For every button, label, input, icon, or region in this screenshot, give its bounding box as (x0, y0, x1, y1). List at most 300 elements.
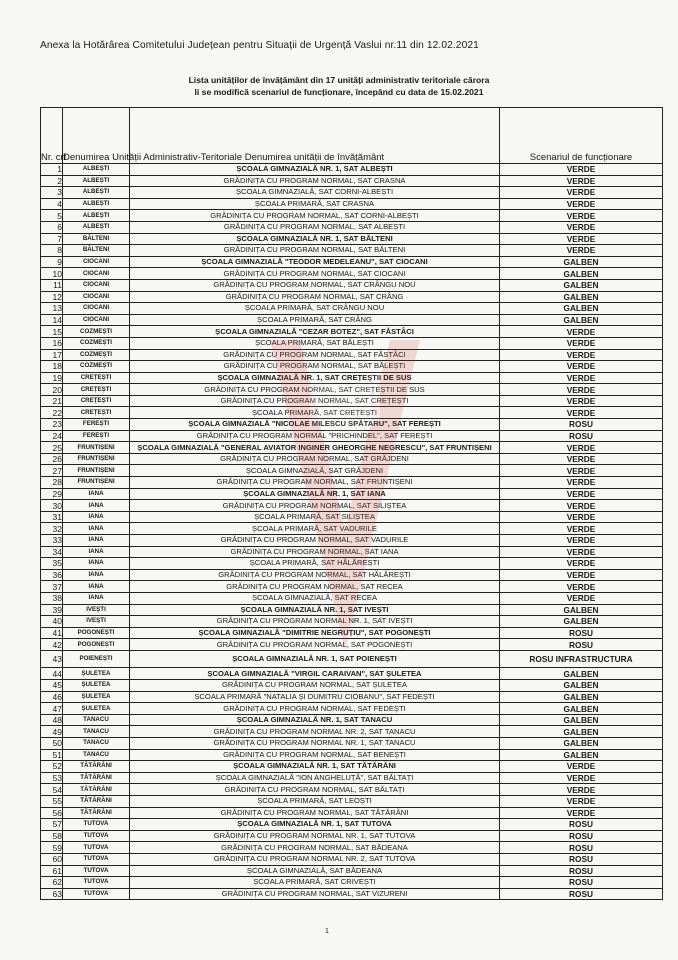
uat-cell: BĂLTENI (63, 233, 130, 245)
row-number-cell: 16 (41, 337, 63, 349)
unit-name-cell: GRĂDINIȚA CU PROGRAM NORMAL, SAT VADURILE (130, 535, 500, 547)
scenario-cell: ROSU INFRASTRUCTURA (500, 650, 663, 668)
scenario-cell: GALBEN (500, 714, 663, 726)
table-row (41, 703, 663, 715)
column-header-unit-name: Denumirea unității de învățământ (130, 108, 500, 164)
row-number-cell: 4 (41, 198, 63, 210)
row-number-cell: 12 (41, 291, 63, 303)
unit-name-cell: ȘCOALA PRIMARĂ, SAT LEOȘTI (130, 795, 500, 807)
row-number-cell: 26 (41, 453, 63, 465)
table-row (41, 807, 663, 819)
unit-name-cell: GRĂDINIȚA CU PROGRAM NORMAL, SAT SILIȘTEA (130, 500, 500, 512)
uat-cell: CREȚEȘTI (63, 407, 130, 419)
row-number-cell: 49 (41, 726, 63, 738)
scenario-cell: GALBEN (500, 680, 663, 692)
row-number-cell: 60 (41, 853, 63, 865)
uat-cell: ALBEȘTI (63, 175, 130, 187)
uat-cell: TUTOVA (63, 842, 130, 854)
unit-name-cell: GRĂDINIȚA CU PROGRAM NORMAL, SAT BĂLTAȚI (130, 784, 500, 796)
row-number-cell: 43 (41, 650, 63, 668)
row-number-cell: 42 (41, 639, 63, 651)
scenario-cell: VERDE (500, 233, 663, 245)
uat-cell: TANACU (63, 726, 130, 738)
row-number-cell: 5 (41, 210, 63, 222)
unit-name-cell: GRĂDINIȚA CU PROGRAM NORMAL, SAT HĂLĂREȘTI (130, 569, 500, 581)
table-row (41, 511, 663, 523)
unit-name-cell: ȘCOALA GIMNAZIALĂ NR. 1, SAT ALBEȘTI (130, 164, 500, 176)
scenario-cell: GALBEN (500, 256, 663, 268)
unit-name-cell: ȘCOALA GIMNAZIALĂ "TEODOR MEDELEANU", SAT CIOCANI (130, 256, 500, 268)
uat-cell: CREȚEȘTI (63, 395, 130, 407)
table-row (41, 337, 663, 349)
row-number-cell: 33 (41, 535, 63, 547)
table-row (41, 853, 663, 865)
uat-cell: IANA (63, 558, 130, 570)
scenario-cell: ROSU (500, 430, 663, 442)
uat-cell: COZMEȘTI (63, 349, 130, 361)
row-number-cell: 18 (41, 361, 63, 373)
scenario-cell: ROSU (500, 842, 663, 854)
row-number-cell: 58 (41, 830, 63, 842)
uat-cell: CREȚEȘTI (63, 372, 130, 384)
table-row (41, 772, 663, 784)
uat-cell: COZMEȘTI (63, 361, 130, 373)
table-row (41, 395, 663, 407)
scenario-cell: GALBEN (500, 668, 663, 680)
scenario-cell: VERDE (500, 477, 663, 489)
row-number-cell: 46 (41, 691, 63, 703)
uat-cell: IANA (63, 523, 130, 535)
uat-cell: CIOCANI (63, 314, 130, 326)
table-row (41, 256, 663, 268)
uat-cell: COZMEȘTI (63, 337, 130, 349)
scenario-cell: VERDE (500, 592, 663, 604)
scenario-cell: ROSU (500, 853, 663, 865)
row-number-cell: 8 (41, 245, 63, 257)
uat-cell: IANA (63, 569, 130, 581)
unit-name-cell: ȘCOALA PRIMARĂ "NATALIA ȘI DUMITRU CIOBANU", SAT FEDEȘTI (130, 691, 500, 703)
table-body (41, 164, 663, 900)
uat-cell: IANA (63, 592, 130, 604)
uat-cell: FRUNTIȘENI (63, 477, 130, 489)
row-number-cell: 45 (41, 680, 63, 692)
uat-cell: TANACU (63, 738, 130, 750)
uat-cell: TANACU (63, 714, 130, 726)
uat-cell: ȘULETEA (63, 668, 130, 680)
row-number-cell: 27 (41, 465, 63, 477)
scenario-cell: VERDE (500, 784, 663, 796)
row-number-cell: 51 (41, 749, 63, 761)
table-row (41, 668, 663, 680)
unit-name-cell: ȘCOALA GIMNAZIALĂ NR. 1, SAT CREȚEȘTII DE SUS (130, 372, 500, 384)
table-row (41, 819, 663, 831)
uat-cell: TĂTĂRĂNI (63, 772, 130, 784)
unit-name-cell: ȘCOALA GIMNAZIALĂ, SAT RECEA (130, 592, 500, 604)
table-row (41, 187, 663, 199)
scenario-cell: GALBEN (500, 268, 663, 280)
table-header-row (41, 108, 663, 164)
unit-name-cell: ȘCOALA GIMNAZIALĂ "NICOLAE MILESCU SPĂTARU", SAT FEREȘTI (130, 419, 500, 431)
table-row (41, 245, 663, 257)
unit-name-cell: GRĂDINIȚA CU PROGRAM NORMAL, SAT BENEȘTI (130, 749, 500, 761)
scenario-cell: GALBEN (500, 691, 663, 703)
row-number-cell: 1 (41, 164, 63, 176)
unit-name-cell: ȘCOALA GIMNAZIALĂ NR. 1, SAT POIENEȘTI (130, 650, 500, 668)
uat-cell: CREȚEȘTI (63, 384, 130, 396)
scenario-cell: VERDE (500, 546, 663, 558)
uat-cell: CIOCANI (63, 256, 130, 268)
uat-cell: CIOCANI (63, 268, 130, 280)
list-title-line-2: li se modifică scenariul de funcționare, începând cu data de 15.02.2021 (194, 87, 484, 97)
scenario-cell: VERDE (500, 569, 663, 581)
row-number-cell: 21 (41, 395, 63, 407)
table-row (41, 372, 663, 384)
scenario-cell: ROSU (500, 877, 663, 889)
scenario-cell: ROSU (500, 819, 663, 831)
row-number-cell: 55 (41, 795, 63, 807)
table-row (41, 326, 663, 338)
unit-name-cell: GRĂDINIȚA CU PROGRAM NORMAL, SAT CRÂNGU NOU (130, 279, 500, 291)
table-row (41, 430, 663, 442)
table-row (41, 523, 663, 535)
row-number-cell: 32 (41, 523, 63, 535)
uat-cell: ALBEȘTI (63, 210, 130, 222)
row-number-cell: 50 (41, 738, 63, 750)
scenario-cell: VERDE (500, 326, 663, 338)
unit-name-cell: ȘCOALA PRIMARĂ, SAT CRASNA (130, 198, 500, 210)
scenario-cell: VERDE (500, 164, 663, 176)
table-row (41, 749, 663, 761)
row-number-cell: 19 (41, 372, 63, 384)
table-row (41, 453, 663, 465)
unit-name-cell: ȘCOALA GIMNAZIALĂ "VIRGIL CARAIVAN", SAT ȘULETEA (130, 668, 500, 680)
uat-cell: FEREȘTI (63, 419, 130, 431)
unit-name-cell: GRĂDINIȚA CU PROGRAM NORMAL, SAT CREȚEȘTI (130, 395, 500, 407)
row-number-cell: 40 (41, 616, 63, 628)
table-row (41, 314, 663, 326)
unit-name-cell: ȘCOALA GIMNAZIALĂ "ION ANGHELUȚĂ", SAT BĂLTAȚI (130, 772, 500, 784)
table-row (41, 384, 663, 396)
uat-cell: TANACU (63, 749, 130, 761)
unit-name-cell: GRĂDINIȚA CU PROGRAM NORMAL, SAT FEDEȘTI (130, 703, 500, 715)
row-number-cell: 31 (41, 511, 63, 523)
unit-name-cell: GRĂDINIȚA CU PROGRAM NORMAL, SAT CRÂNG (130, 291, 500, 303)
uat-cell: TUTOVA (63, 877, 130, 889)
uat-cell: IVEȘTI (63, 616, 130, 628)
row-number-cell: 20 (41, 384, 63, 396)
uat-cell: TUTOVA (63, 865, 130, 877)
scenario-cell: GALBEN (500, 314, 663, 326)
table-row (41, 535, 663, 547)
unit-name-cell: ȘCOALA GIMNAZIALĂ NR. 1, SAT BĂLTENI (130, 233, 500, 245)
row-number-cell: 53 (41, 772, 63, 784)
scenario-cell: GALBEN (500, 749, 663, 761)
unit-name-cell: ȘCOALA GIMNAZIALĂ, SAT CORNI-ALBEȘTI (130, 187, 500, 199)
table-row (41, 210, 663, 222)
uat-cell: ȘULETEA (63, 680, 130, 692)
unit-name-cell: GRĂDINIȚA CU PROGRAM NORMAL, SAT RECEA (130, 581, 500, 593)
row-number-cell: 38 (41, 592, 63, 604)
row-number-cell: 6 (41, 221, 63, 233)
scenario-cell: VERDE (500, 221, 663, 233)
row-number-cell: 25 (41, 442, 63, 454)
scenario-cell: VERDE (500, 795, 663, 807)
uat-cell: TUTOVA (63, 819, 130, 831)
unit-name-cell: GRĂDINIȚA CU PROGRAM NORMAL, SAT BĂDEANA (130, 842, 500, 854)
unit-name-cell: ȘCOALA PRIMARĂ, SAT CRÂNGU NOU (130, 303, 500, 315)
scenario-cell: VERDE (500, 407, 663, 419)
table-row (41, 784, 663, 796)
scenario-cell: VERDE (500, 175, 663, 187)
table-row (41, 546, 663, 558)
unit-name-cell: GRĂDINIȚA CU PROGRAM NORMAL NR. 1, SAT TANACU (130, 738, 500, 750)
uat-cell: IANA (63, 546, 130, 558)
table-row (41, 291, 663, 303)
row-number-cell: 13 (41, 303, 63, 315)
row-number-cell: 41 (41, 627, 63, 639)
scenario-cell: GALBEN (500, 616, 663, 628)
unit-name-cell: GRĂDINIȚA CU PROGRAM NORMAL, SAT CRASNA (130, 175, 500, 187)
row-number-cell: 63 (41, 888, 63, 900)
page-number: 1 (325, 928, 329, 935)
table-row (41, 303, 663, 315)
unit-name-cell: GRĂDINIȚA CU PROGRAM NORMAL, SAT FĂSTÂCI (130, 349, 500, 361)
unit-name-cell: ȘCOALA GIMNAZIALĂ NR. 1, SAT TANACU (130, 714, 500, 726)
unit-name-cell: ȘCOALA GIMNAZIALĂ NR. 1, SAT IANA (130, 488, 500, 500)
scenario-cell: ROSU (500, 419, 663, 431)
scenario-cell: VERDE (500, 384, 663, 396)
table-row (41, 569, 663, 581)
table-row (41, 488, 663, 500)
table-row (41, 604, 663, 616)
table-row (41, 888, 663, 900)
scenario-cell: VERDE (500, 581, 663, 593)
scenario-cell: VERDE (500, 535, 663, 547)
scenario-cell: GALBEN (500, 279, 663, 291)
table-row (41, 442, 663, 454)
unit-name-cell: ȘCOALA PRIMARĂ, SAT CRIVEȘTI (130, 877, 500, 889)
unit-name-cell: ȘCOALA PRIMARĂ, SAT BĂLEȘTI (130, 337, 500, 349)
row-number-cell: 35 (41, 558, 63, 570)
scenario-cell: GALBEN (500, 291, 663, 303)
table-row (41, 592, 663, 604)
scenario-cell: VERDE (500, 500, 663, 512)
uat-cell: TUTOVA (63, 888, 130, 900)
unit-name-cell: GRĂDINIȚA CU PROGRAM NORMAL, SAT BĂLTENI (130, 245, 500, 257)
table-row (41, 221, 663, 233)
row-number-cell: 11 (41, 279, 63, 291)
table-row (41, 726, 663, 738)
unit-name-cell: ȘCOALA GIMNAZIALĂ "GENERAL AVIATOR INGINER GHEORGHE NEGRESCU", SAT FRUNTIȘENI (130, 442, 500, 454)
row-number-cell: 48 (41, 714, 63, 726)
table-row (41, 198, 663, 210)
table-row (41, 558, 663, 570)
unit-name-cell: GRĂDINIȚA CU PROGRAM NORMAL, SAT CREȚEȘTII DE SUS (130, 384, 500, 396)
unit-name-cell: GRĂDINIȚA CU PROGRAM NORMAL, SAT ȘULETEA (130, 680, 500, 692)
uat-cell: ȘULETEA (63, 691, 130, 703)
row-number-cell: 44 (41, 668, 63, 680)
scenario-cell: VERDE (500, 807, 663, 819)
row-number-cell: 36 (41, 569, 63, 581)
uat-cell: IANA (63, 488, 130, 500)
scenario-cell: GALBEN (500, 604, 663, 616)
unit-name-cell: GRĂDINIȚA CU PROGRAM NORMAL, SAT ALBEȘTI (130, 221, 500, 233)
table-row (41, 361, 663, 373)
table-row (41, 830, 663, 842)
uat-cell: ALBEȘTI (63, 198, 130, 210)
scenario-cell: VERDE (500, 187, 663, 199)
row-number-cell: 59 (41, 842, 63, 854)
uat-cell: IVEȘTI (63, 604, 130, 616)
unit-name-cell: GRĂDINIȚA CU PROGRAM NORMAL, SAT BĂLEȘTI (130, 361, 500, 373)
scenario-cell: VERDE (500, 772, 663, 784)
unit-name-cell: ȘCOALA PRIMARĂ, SAT SILIȘTEA (130, 511, 500, 523)
row-number-cell: 54 (41, 784, 63, 796)
scenario-cell: GALBEN (500, 726, 663, 738)
row-number-cell: 10 (41, 268, 63, 280)
unit-name-cell: GRĂDINIȚA CU PROGRAM NORMAL, SAT POGONEȘTI (130, 639, 500, 651)
scenario-cell: VERDE (500, 523, 663, 535)
row-number-cell: 3 (41, 187, 63, 199)
scenario-cell: VERDE (500, 337, 663, 349)
uat-cell: FRUNTIȘENI (63, 453, 130, 465)
row-number-cell: 47 (41, 703, 63, 715)
uat-cell: TĂTĂRĂNI (63, 807, 130, 819)
table-row (41, 407, 663, 419)
scenario-cell: VERDE (500, 442, 663, 454)
scenario-cell: VERDE (500, 349, 663, 361)
row-number-cell: 52 (41, 761, 63, 773)
row-number-cell: 23 (41, 419, 63, 431)
unit-name-cell: GRĂDINIȚA CU PROGRAM NORMAL "PRICHINDEL", SAT FEREȘTI (130, 430, 500, 442)
row-number-cell: 29 (41, 488, 63, 500)
scenario-cell: GALBEN (500, 738, 663, 750)
annex-header: Anexa la Hotărârea Comitetului Județean pentru Situații de Urgență Vaslui nr.11 din 12.02.2021 (40, 40, 479, 51)
scenario-cell: VERDE (500, 395, 663, 407)
unit-name-cell: ȘCOALA PRIMARĂ, SAT CRÂNG (130, 314, 500, 326)
scenario-cell: VERDE (500, 558, 663, 570)
scenario-cell: VERDE (500, 198, 663, 210)
table-row (41, 616, 663, 628)
uat-cell: ȘULETEA (63, 703, 130, 715)
uat-cell: FRUNTIȘENI (63, 465, 130, 477)
column-header-uat: Denumirea Unității Administrativ-Teritoriale (63, 108, 130, 164)
scenario-cell: VERDE (500, 245, 663, 257)
uat-cell: FEREȘTI (63, 430, 130, 442)
table-row (41, 842, 663, 854)
scenario-cell: GALBEN (500, 303, 663, 315)
unit-name-cell: ȘCOALA GIMNAZIALĂ NR. 1, SAT TUTOVA (130, 819, 500, 831)
row-number-cell: 7 (41, 233, 63, 245)
unit-name-cell: GRĂDINIȚA CU PROGRAM NORMAL, SAT VIZURENI (130, 888, 500, 900)
uat-cell: IANA (63, 511, 130, 523)
uat-cell: TUTOVA (63, 853, 130, 865)
table-row (41, 680, 663, 692)
scenario-cell: GALBEN (500, 703, 663, 715)
table-row (41, 500, 663, 512)
unit-name-cell: GRĂDINIȚA CU PROGRAM NORMAL NR. 1, SAT IVEȘTI (130, 616, 500, 628)
table-row (41, 650, 663, 668)
table-row (41, 268, 663, 280)
row-number-cell: 39 (41, 604, 63, 616)
unit-name-cell: ȘCOALA GIMNAZIALĂ NR. 1, SAT TĂTĂRĂNI (130, 761, 500, 773)
row-number-cell: 62 (41, 877, 63, 889)
scenario-cell: VERDE (500, 488, 663, 500)
table-row (41, 233, 663, 245)
unit-name-cell: GRĂDINIȚA CU PROGRAM NORMAL, SAT TĂTĂRĂNI (130, 807, 500, 819)
unit-name-cell: ȘCOALA PRIMARĂ, SAT HĂLĂREȘTI (130, 558, 500, 570)
table-row (41, 279, 663, 291)
table-row (41, 865, 663, 877)
scenario-cell: VERDE (500, 453, 663, 465)
row-number-cell: 28 (41, 477, 63, 489)
uat-cell: ALBEȘTI (63, 221, 130, 233)
table-row (41, 349, 663, 361)
row-number-cell: 61 (41, 865, 63, 877)
uat-cell: TĂTĂRĂNI (63, 784, 130, 796)
list-title-line-1: Lista unităților de învățământ din 17 unități administrativ teritoriale cărora (188, 75, 490, 85)
unit-name-cell: ȘCOALA GIMNAZIALĂ "DIMITRIE NEGRUȚIU", SAT POGONEȘTI (130, 627, 500, 639)
unit-name-cell: ȘCOALA GIMNAZIALĂ, SAT GRĂJDENI (130, 465, 500, 477)
row-number-cell: 37 (41, 581, 63, 593)
uat-cell: ALBEȘTI (63, 164, 130, 176)
uat-cell: CIOCANI (63, 279, 130, 291)
row-number-cell: 15 (41, 326, 63, 338)
table-row (41, 419, 663, 431)
unit-name-cell: GRĂDINIȚA CU PROGRAM NORMAL, SAT GRĂJDENI (130, 453, 500, 465)
scenario-cell: VERDE (500, 372, 663, 384)
uat-cell: IANA (63, 581, 130, 593)
uat-cell: COZMEȘTI (63, 326, 130, 338)
unit-name-cell: ȘCOALA GIMNAZIALĂ, SAT BĂDEANA (130, 865, 500, 877)
uat-cell: POGONEȘTI (63, 627, 130, 639)
uat-cell: CIOCANI (63, 291, 130, 303)
schools-table (40, 107, 663, 900)
row-number-cell: 2 (41, 175, 63, 187)
scenario-cell: VERDE (500, 511, 663, 523)
table-row (41, 691, 663, 703)
table-row (41, 877, 663, 889)
row-number-cell: 30 (41, 500, 63, 512)
unit-name-cell: GRĂDINIȚA CU PROGRAM NORMAL NR. 2, SAT TUTOVA (130, 853, 500, 865)
unit-name-cell: ȘCOALA PRIMARĂ, SAT VADURILE (130, 523, 500, 535)
row-number-cell: 17 (41, 349, 63, 361)
unit-name-cell: GRĂDINIȚA CU PROGRAM NORMAL, SAT IANA (130, 546, 500, 558)
table-row (41, 175, 663, 187)
unit-name-cell: GRĂDINIȚA CU PROGRAM NORMAL NR. 2, SAT TANACU (130, 726, 500, 738)
unit-name-cell: GRĂDINIȚA CU PROGRAM NORMAL, SAT CORNI-ALBEȘTI (130, 210, 500, 222)
uat-cell: IANA (63, 535, 130, 547)
uat-cell: IANA (63, 500, 130, 512)
uat-cell: TUTOVA (63, 830, 130, 842)
table-row (41, 465, 663, 477)
unit-name-cell: GRĂDINIȚA CU PROGRAM NORMAL NR. 1, SAT TUTOVA (130, 830, 500, 842)
uat-cell: POIENEȘTI (63, 650, 130, 668)
unit-name-cell: ȘCOALA PRIMARĂ, SAT CREȚEȘTI (130, 407, 500, 419)
uat-cell: ALBEȘTI (63, 187, 130, 199)
unit-name-cell: ȘCOALA GIMNAZIALĂ NR. 1, SAT IVEȘTI (130, 604, 500, 616)
row-number-cell: 9 (41, 256, 63, 268)
uat-cell: TĂTĂRĂNI (63, 761, 130, 773)
table-row (41, 795, 663, 807)
row-number-cell: 22 (41, 407, 63, 419)
scenario-cell: ROSU (500, 639, 663, 651)
row-number-cell: 34 (41, 546, 63, 558)
scenario-cell: VERDE (500, 465, 663, 477)
column-header-nr: Nr. crt (41, 108, 63, 164)
table-row (41, 714, 663, 726)
table-row (41, 164, 663, 176)
